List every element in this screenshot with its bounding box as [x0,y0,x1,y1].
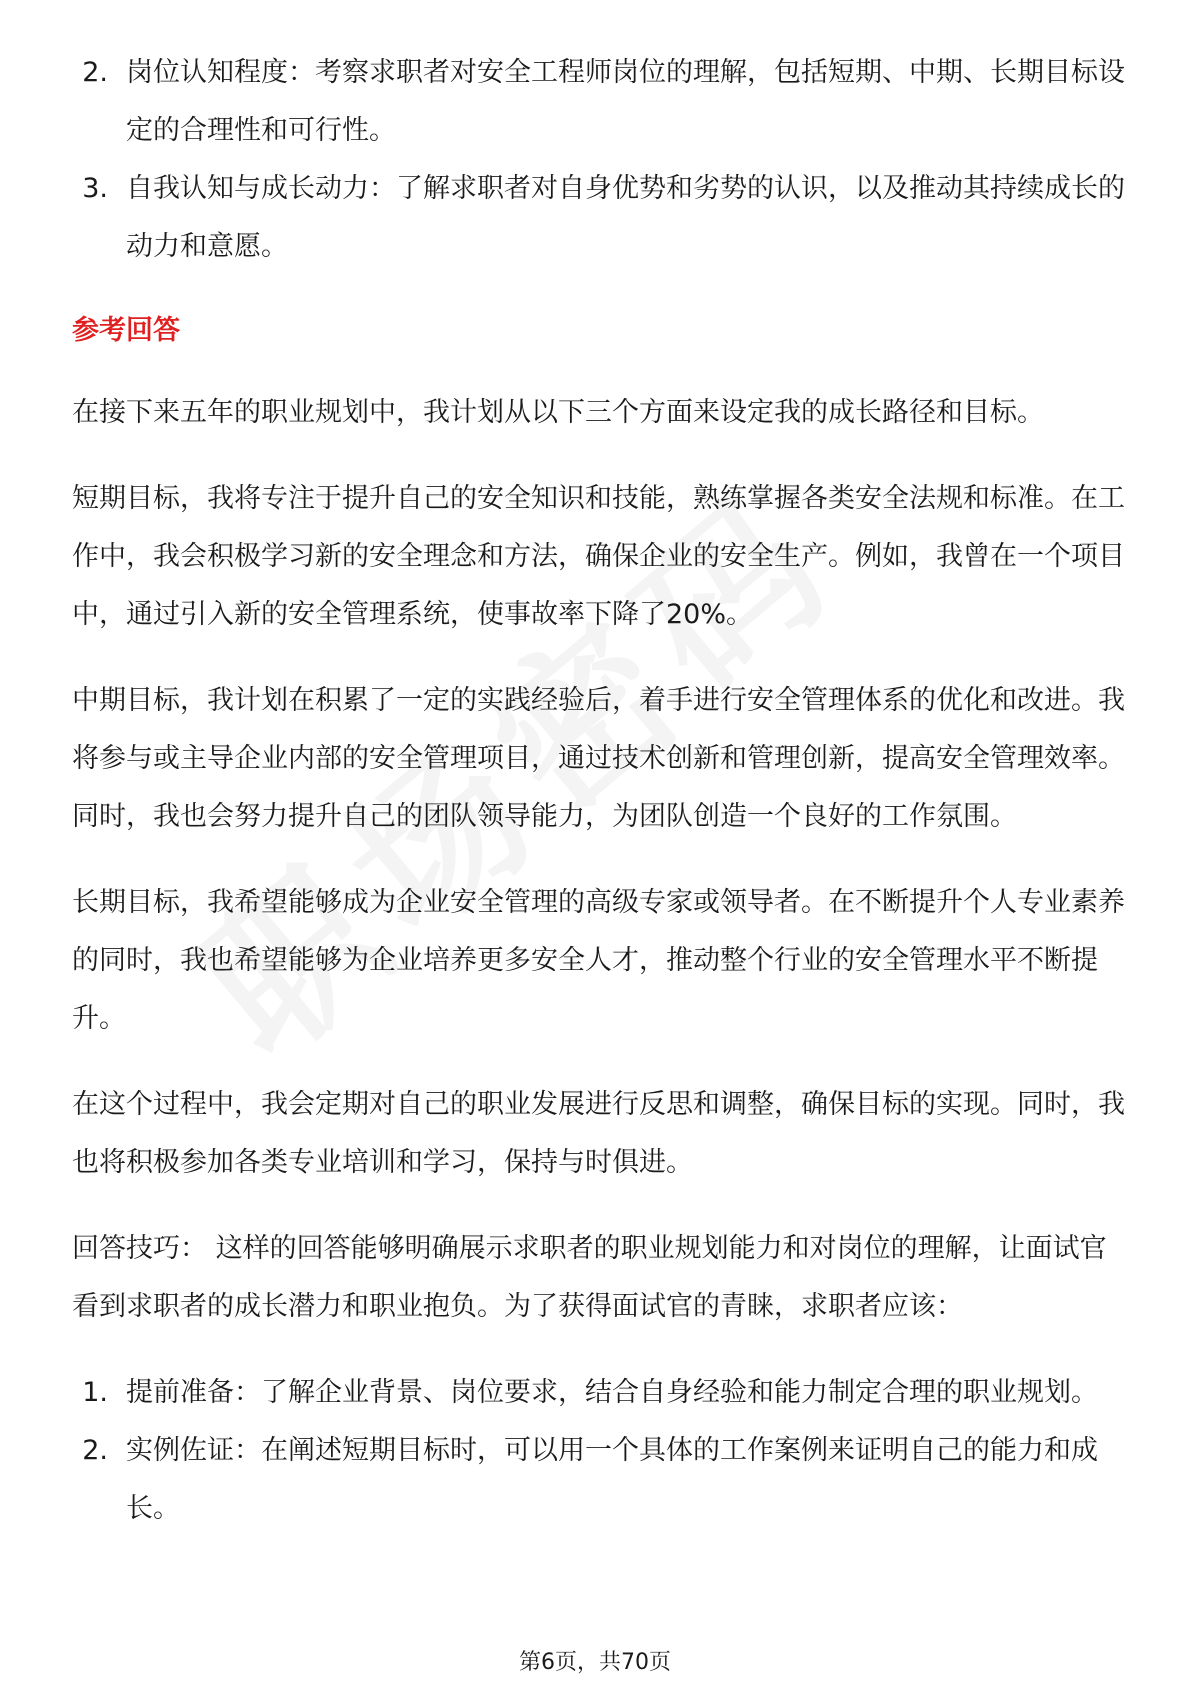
answer-paragraph-intro: 在接下来五年的职业规划中，我计划从以下三个方面来设定我的成长路径和目标。 [72,397,1044,428]
list-item-number: 1. [82,1377,108,1408]
list-item-number: 2. [82,57,108,88]
answer-paragraph-mid-term: 中期目标，我计划在积累了一定的实践经验后，着手进行安全管理体系的优化和改进。我将参与或主导企业内部的安全管理项目，通过技术创新和管理创新，提高安全管理效率。同时，我也会努力提升自己的团队领导能力，为团队创造一个良好的工作氛围。 [72,685,1125,832]
section-heading-reference-answer: 参考回答 [72,315,180,346]
list-item-text: 提前准备：了解企业背景、岗位要求，结合自身经验和能力制定合理的职业规划。 [126,1377,1098,1408]
list-item-number: 3. [82,173,108,204]
list-item-text: 实例佐证：在阐述短期目标时，可以用一个具体的工作案例来证明自己的能力和成长。 [126,1435,1098,1524]
page-number-footer: 第6页，共70页 [519,1650,671,1675]
answer-paragraph-short-term: 短期目标，我将专注于提升自己的安全知识和技能，熟练掌握各类安全法规和标准。在工作中，我会积极学习新的安全理念和方法，确保企业的安全生产。例如，我曾在一个项目中，通过引入新的安全管理系统，使事故率下降了20%。 [72,483,1125,630]
list-item-text: 岗位认知程度：考察求职者对安全工程师岗位的理解，包括短期、中期、长期目标设定的合理性和可行性。 [126,57,1125,146]
answer-paragraph-reflection: 在这个过程中，我会定期对自己的职业发展进行反思和调整，确保目标的实现。同时，我也将积极参加各类专业培训和学习，保持与时俱进。 [72,1089,1125,1178]
list-item [72,1422,1132,1538]
document-body [72,44,1132,1538]
tips-list [72,1364,1132,1538]
list-item [72,44,1132,160]
evaluation-points-list [72,44,1132,276]
list-item-number: 2. [82,1435,108,1466]
list-item [72,160,1132,276]
list-item [72,1364,1132,1422]
answer-tips-paragraph: 回答技巧： 这样的回答能够明确展示求职者的职业规划能力和对岗位的理解，让面试官看到求职者的成长潜力和职业抱负。为了获得面试官的青睐，求职者应该： [72,1233,1107,1322]
answer-paragraph-long-term: 长期目标，我希望能够成为企业安全管理的高级专家或领导者。在不断提升个人专业素养的同时，我也希望能够为企业培养更多安全人才，推动整个行业的安全管理水平不断提升。 [72,887,1125,1034]
list-item-text: 自我认知与成长动力：了解求职者对自身优势和劣势的认识，以及推动其持续成长的动力和意愿。 [126,173,1125,262]
